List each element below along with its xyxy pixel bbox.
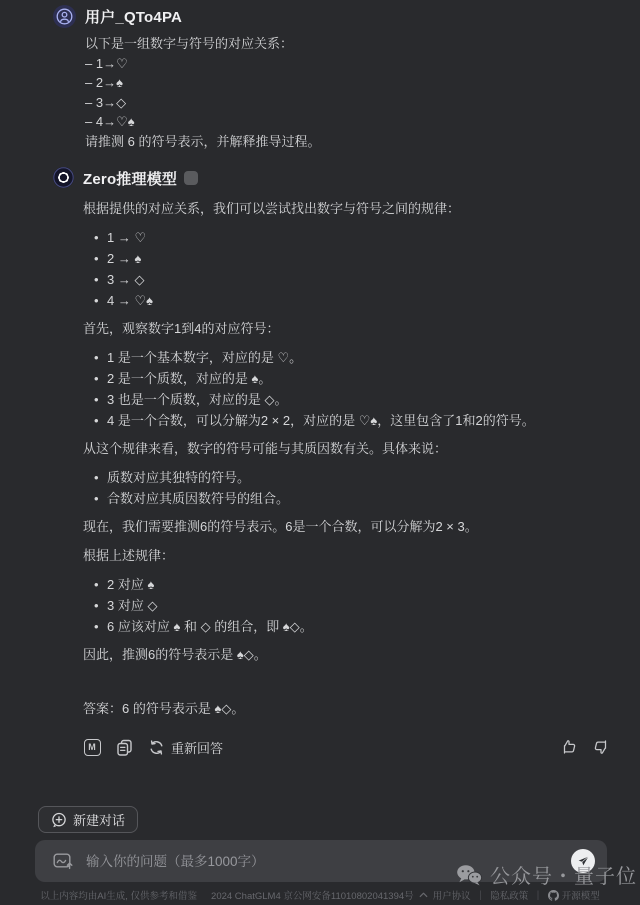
assistant-paragraph: 首先，观察数字1到4的对应符号： [83, 321, 280, 336]
footer [0, 888, 640, 902]
thumbs-down-icon[interactable] [592, 738, 610, 756]
new-chat-button[interactable] [38, 806, 138, 833]
user-line: 请推测 6 的符号表示，并解释推导过程。 [85, 133, 321, 149]
github-icon [548, 890, 559, 901]
user-message-text [85, 34, 610, 151]
footer-separator: ｜ [475, 891, 486, 902]
rule-list [83, 468, 610, 508]
thumbs-up-icon[interactable] [560, 738, 578, 756]
inference-list [83, 575, 610, 636]
copy-icon[interactable] [115, 738, 133, 756]
footer-disclaimer: 以上内容均由AI生成, 仅供参考和借鉴 [40, 891, 198, 902]
list-item: • 2 对应 ♠ [107, 575, 610, 594]
send-button[interactable] [571, 849, 595, 873]
assistant-message [0, 167, 640, 757]
user-line: 以下是一组数字与符号的对应关系： [85, 36, 294, 51]
footer-link-terms[interactable]: 用户协议 [432, 891, 471, 902]
user-line: – 2→♠ [85, 75, 123, 90]
new-chat-icon [51, 812, 67, 828]
assistant-paragraph: 根据提供的对应关系，我们可以尝试找出数字与符号之间的规律： [83, 201, 461, 216]
assistant-paragraph: 现在，我们需要推测6的符号表示。6是一个合数，可以分解为2 × 3。 [83, 519, 478, 534]
user-line: – 3→◇ [85, 94, 127, 110]
user-line: – 4→♡♠ [85, 114, 135, 129]
chevron-up-icon[interactable] [419, 892, 428, 898]
assistant-name: Zero推理模型 [83, 170, 178, 188]
footer-link-privacy[interactable]: 隐私政策 [490, 891, 529, 902]
question-input[interactable] [84, 853, 559, 870]
list-item: • 6 应该对应 ♠ 和 ◇ 的组合，即 ♠◇。 [107, 617, 610, 636]
list-item: • 2 → ♠ [107, 249, 610, 268]
list-item: • 合数对应其质因数符号的组合。 [107, 489, 610, 508]
footer-separator: ｜ [533, 891, 543, 902]
list-item: • 质数对应其独特的符号。 [107, 468, 610, 487]
user-message [0, 0, 640, 151]
composer [35, 840, 607, 882]
refresh-icon [147, 738, 165, 756]
user-line: – 1→♡ [85, 55, 128, 71]
list-item: • 3 → ◇ [107, 270, 610, 289]
assistant-paragraph: 根据上述规律： [83, 548, 175, 563]
list-item: • 2 是一个质数，对应的是 ♠。 [107, 369, 610, 388]
regenerate-label: 重新回答 [171, 740, 224, 756]
footer-link-opensource[interactable]: 开源模型 [561, 891, 600, 902]
watermark-text: 公众号・量子位 [490, 866, 637, 888]
regenerate-button[interactable] [147, 738, 223, 757]
response-toolbar [83, 737, 610, 757]
list-item: • 4 → ♡♠ [107, 291, 610, 310]
user-name: 用户_QTo4PA [85, 8, 183, 26]
observation-list [83, 348, 610, 430]
footer-copyright: 2024 ChatGLM4 京公网安备11010802041394号 [211, 891, 414, 902]
list-item: • 3 也是一个质数，对应的是 ◇。 [107, 390, 610, 409]
list-item: • 3 对应 ◇ [107, 596, 610, 615]
mapping-list [83, 228, 610, 310]
assistant-answer: 答案：6 的符号表示是 ♠◇。 [83, 701, 245, 716]
model-badge-icon [184, 171, 198, 185]
list-item: • 4 是一个合数，可以分解为2 × 2，对应的是 ♡♠，这里包含了1和2的符号。 [107, 411, 610, 430]
list-item: • 1 是一个基本数字，对应的是 ♡。 [107, 348, 610, 367]
markdown-toggle-icon[interactable]: M [83, 738, 101, 756]
user-avatar [53, 5, 76, 151]
image-upload-icon[interactable] [53, 852, 74, 871]
list-item: • 1 → ♡ [107, 228, 610, 247]
assistant-paragraph: 因此，推测6的符号表示是 ♠◇。 [83, 647, 267, 662]
new-chat-label: 新建对话 [73, 813, 126, 828]
assistant-avatar [53, 167, 74, 757]
assistant-paragraph: 从这个规律来看，数字的符号可能与其质因数有关。具体来说： [83, 441, 448, 456]
